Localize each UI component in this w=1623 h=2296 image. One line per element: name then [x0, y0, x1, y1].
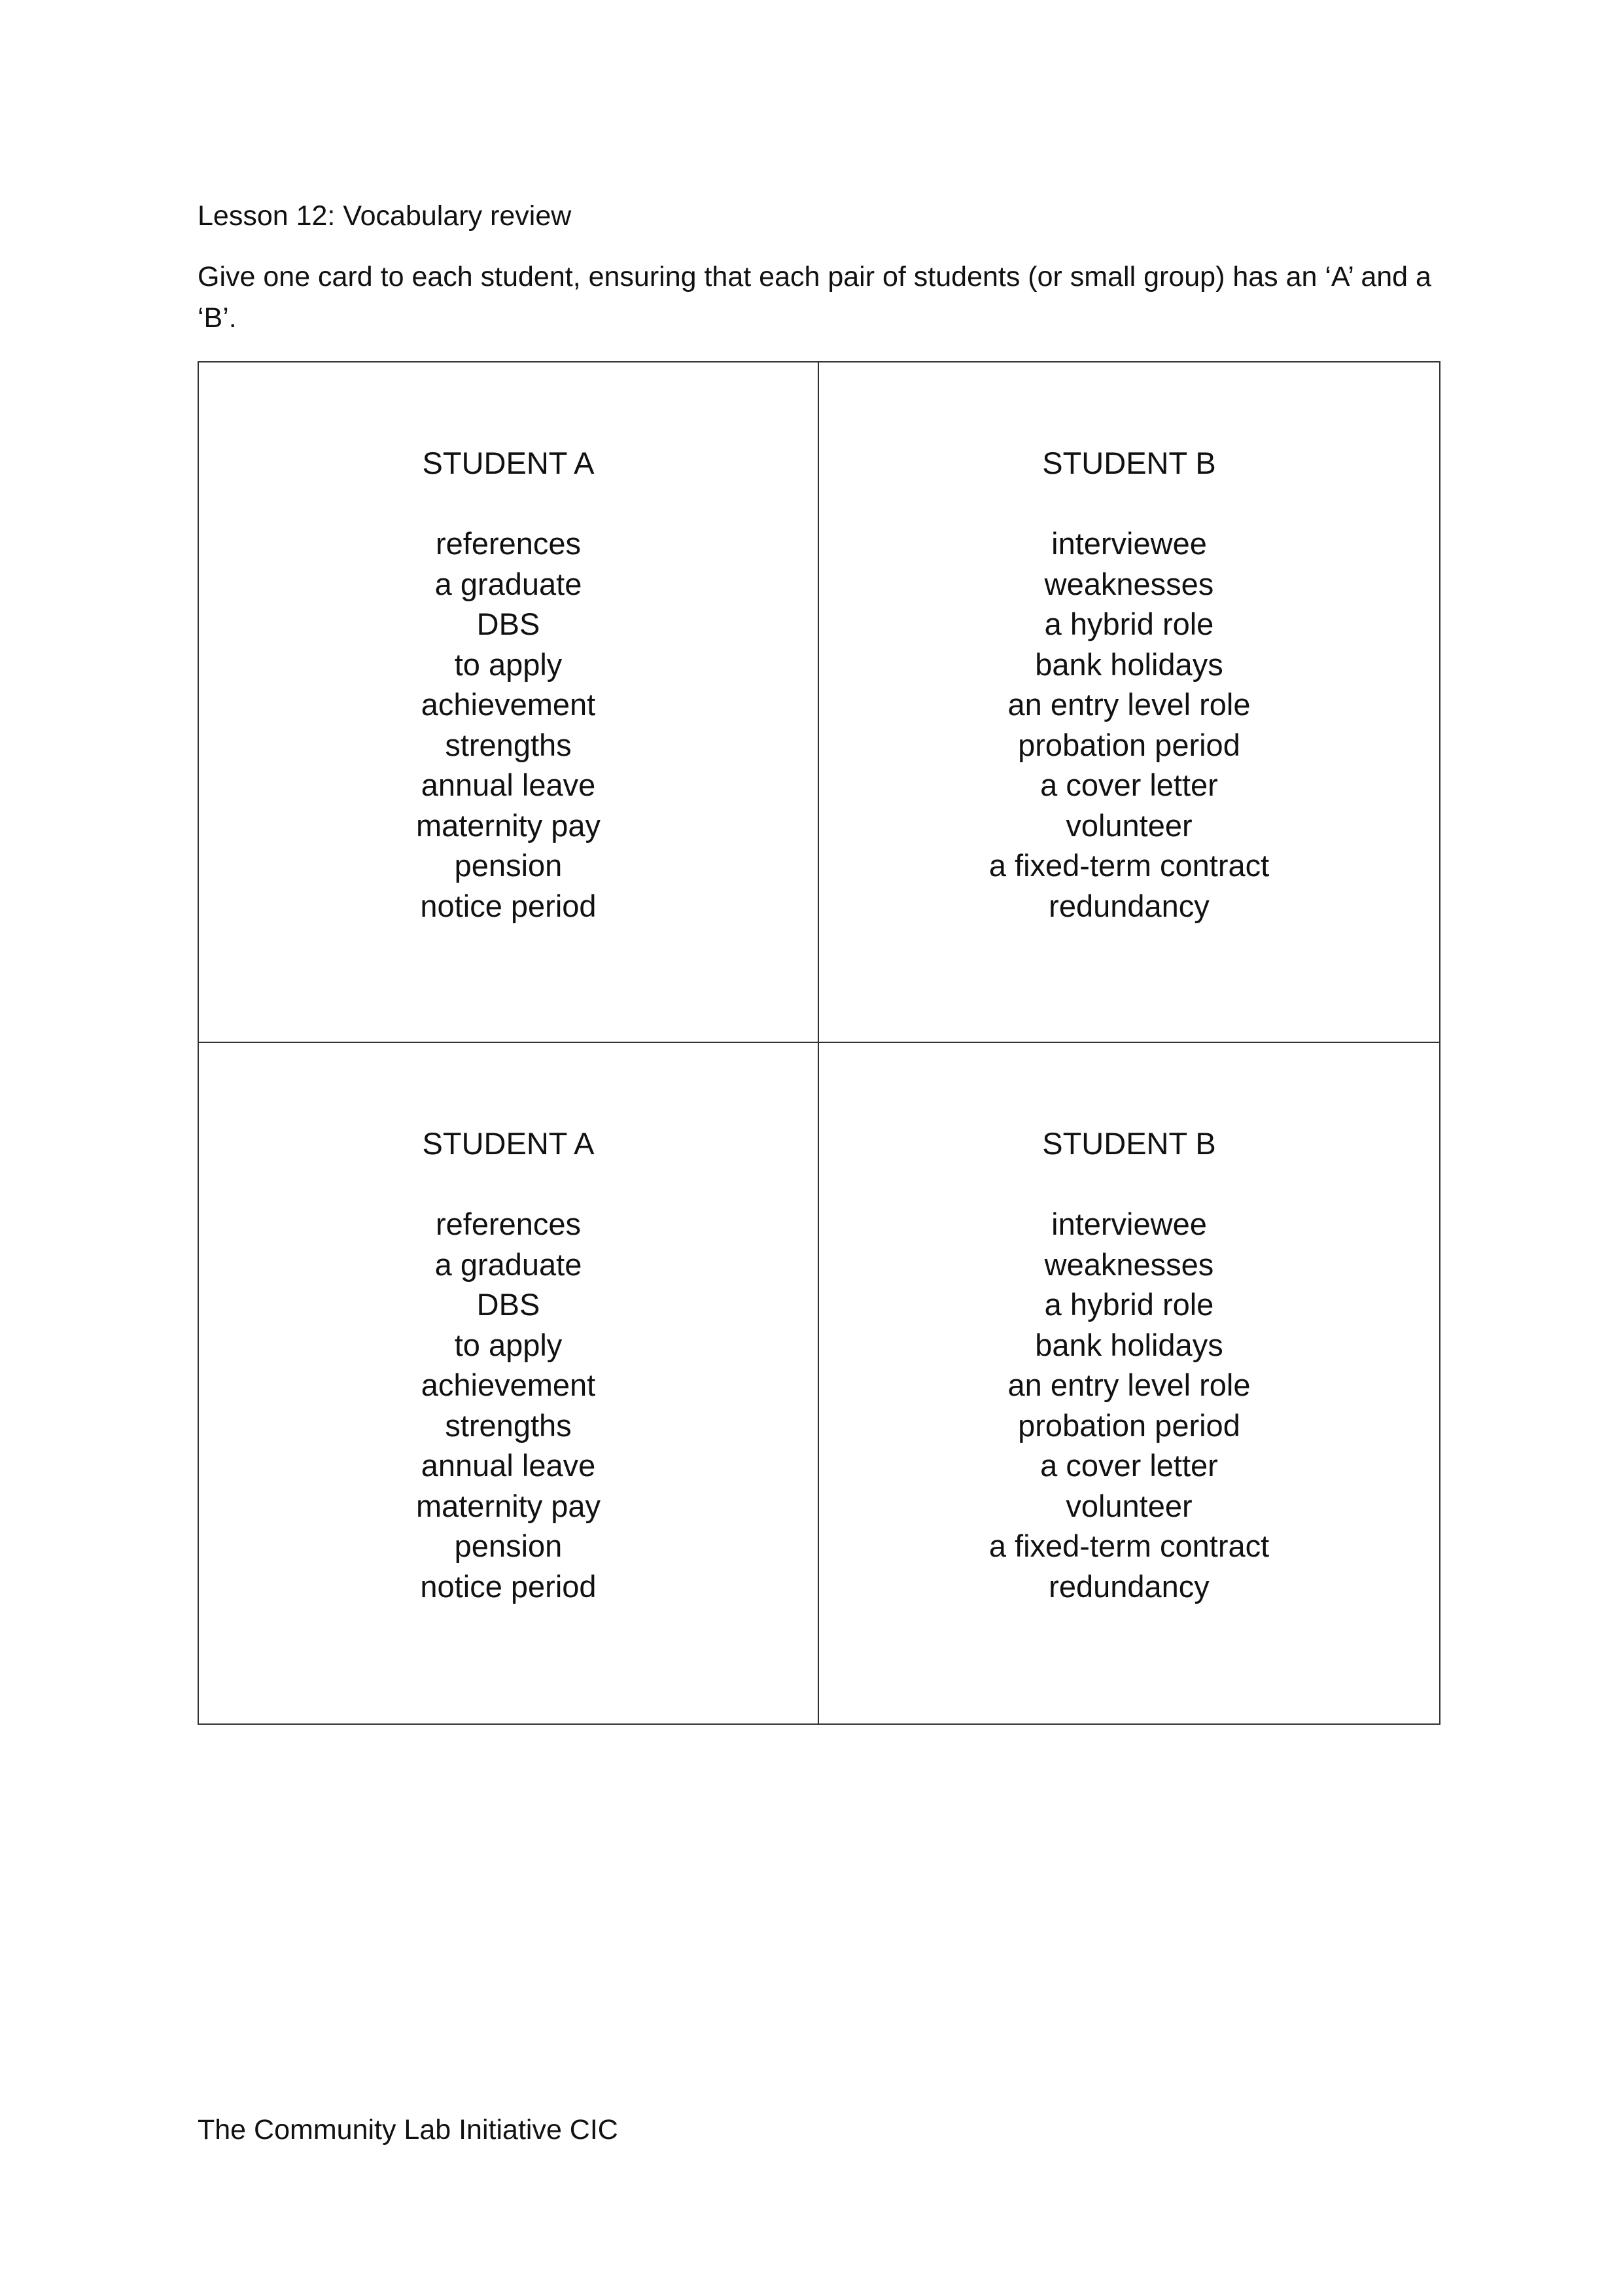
- word-item: volunteer: [1066, 807, 1193, 843]
- word-item: weaknesses: [1044, 566, 1214, 601]
- word-item: achievement: [421, 687, 596, 722]
- card-heading: STUDENT A: [422, 1126, 595, 1161]
- word-item: interviewee: [1051, 1207, 1207, 1241]
- word-list: [199, 523, 818, 926]
- instructions-text: Give one card to each student, ensuring that each pair of students (or small group) has an ‘A’ and a ‘B’.: [198, 261, 1431, 334]
- word-item: an entry level role: [1007, 687, 1251, 722]
- word-item: DBS: [476, 607, 540, 641]
- word-item: achievement: [421, 1368, 596, 1402]
- card-heading: STUDENT A: [422, 446, 595, 480]
- word-item: interviewee: [1051, 526, 1207, 561]
- word-item: strengths: [445, 1407, 572, 1443]
- word-item: to apply: [454, 1327, 563, 1362]
- word-item: redundancy: [1049, 888, 1210, 923]
- word-item: a graduate: [434, 566, 582, 601]
- card-heading: STUDENT B: [1042, 1126, 1216, 1161]
- word-item: a hybrid role: [1044, 1287, 1214, 1322]
- card-heading: STUDENT B: [1042, 446, 1216, 480]
- word-item: notice period: [420, 888, 597, 923]
- word-item: to apply: [454, 646, 563, 682]
- word-item: maternity pay: [415, 807, 601, 843]
- word-item: references: [435, 1207, 582, 1241]
- word-item: bank holidays: [1035, 646, 1223, 682]
- card-student-b-bottom: [819, 1043, 1439, 1723]
- word-item: bank holidays: [1035, 1327, 1223, 1362]
- word-item: annual leave: [421, 768, 596, 802]
- word-item: a cover letter: [1040, 768, 1218, 802]
- word-item: weaknesses: [1044, 1246, 1214, 1282]
- word-item: an entry level role: [1007, 1368, 1251, 1402]
- word-item: volunteer: [1066, 1488, 1193, 1523]
- word-item: a fixed-term contract: [988, 848, 1270, 883]
- word-item: maternity pay: [415, 1488, 601, 1523]
- card-student-a-bottom: [199, 1043, 819, 1723]
- word-item: annual leave: [421, 1448, 596, 1483]
- word-item: probation period: [1018, 727, 1240, 762]
- word-item: references: [435, 526, 582, 561]
- card-table: [198, 361, 1440, 1725]
- word-item: pension: [454, 848, 563, 883]
- footer-text: The Community Lab Initiative CIC: [198, 2114, 618, 2146]
- word-item: a cover letter: [1040, 1448, 1218, 1483]
- word-item: pension: [454, 1528, 563, 1563]
- word-list: [819, 1204, 1439, 1606]
- card-student-a-top: [199, 362, 819, 1043]
- word-item: a hybrid role: [1044, 607, 1214, 641]
- word-list: [199, 1204, 818, 1606]
- word-item: a graduate: [434, 1246, 582, 1282]
- word-list: [819, 523, 1439, 926]
- word-item: DBS: [476, 1287, 540, 1322]
- word-item: a fixed-term contract: [988, 1528, 1270, 1563]
- card-student-b-top: [819, 362, 1439, 1043]
- page-title: Lesson 12: Vocabulary review: [198, 200, 572, 232]
- word-item: redundancy: [1049, 1568, 1210, 1604]
- word-item: strengths: [445, 727, 572, 762]
- word-item: probation period: [1018, 1407, 1240, 1443]
- word-item: notice period: [420, 1568, 597, 1604]
